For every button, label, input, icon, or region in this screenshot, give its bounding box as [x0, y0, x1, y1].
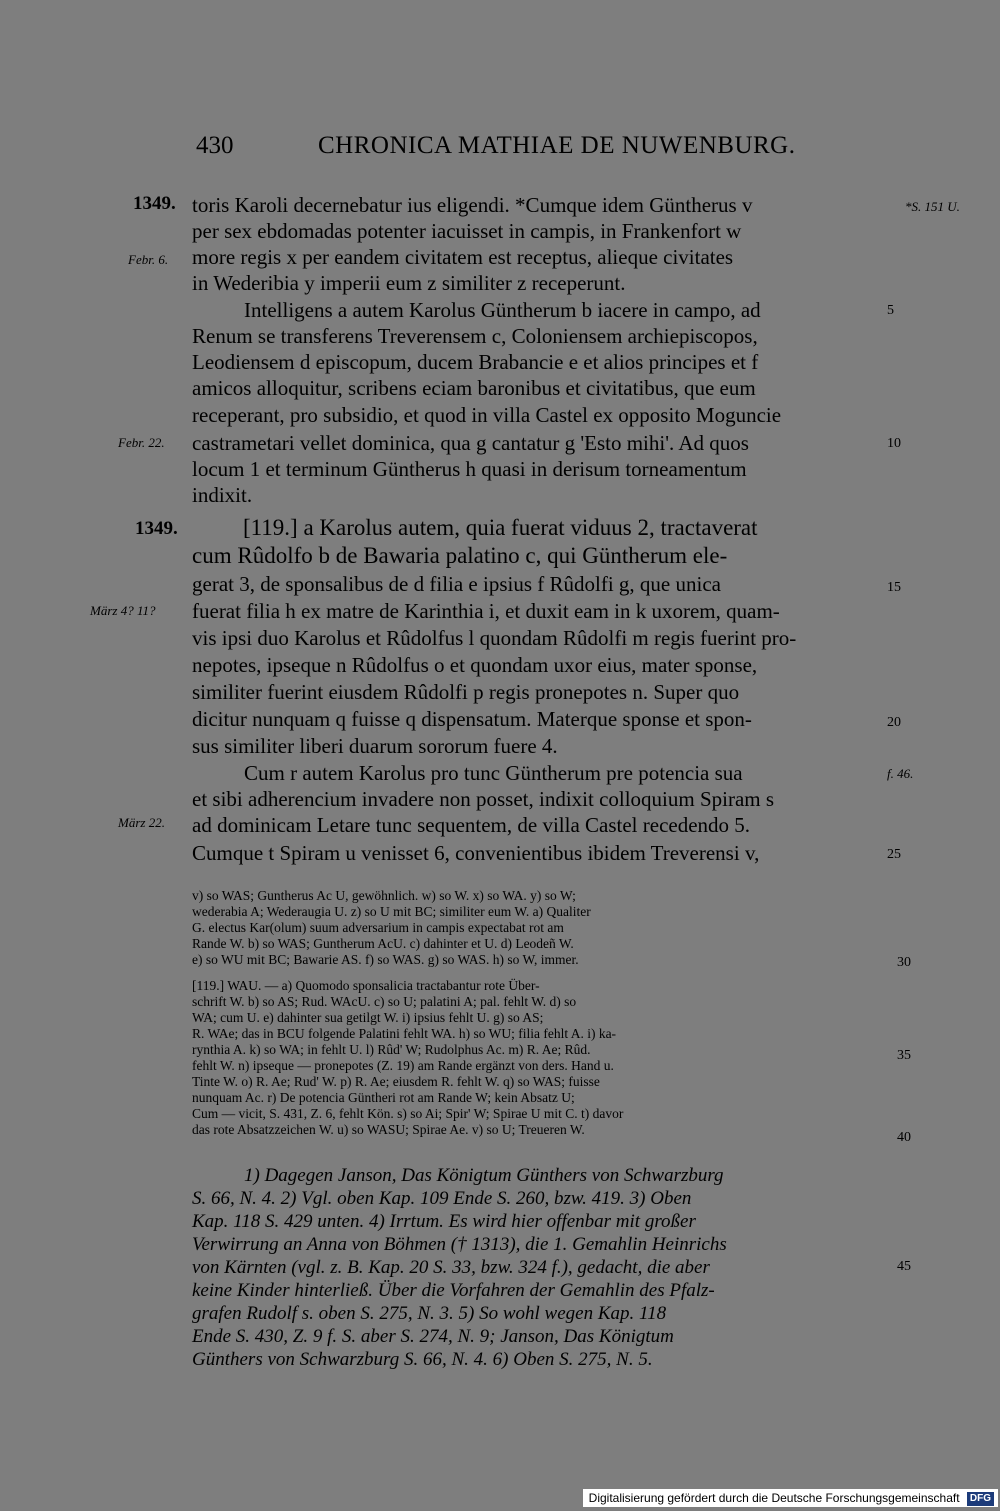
- text-line: sus similiter liberi duarum sororum fuere 4.: [192, 734, 558, 758]
- line-number: 20: [887, 715, 901, 730]
- apparatus-line: e) so WU mit BC; Bawarie AS. f) so WAS. g) so WAS. h) so W, immer.: [192, 952, 579, 967]
- footnote-line: Verwirrung an Anna von Böhmen († 1313), die 1. Gemahlin Heinrichs: [192, 1234, 727, 1255]
- line-number: 35: [897, 1048, 911, 1063]
- text-line: vis ipsi duo Karolus et Rûdolfus l quondam Rûdolfi m regis fuerint pro-: [192, 626, 797, 650]
- line-number: 30: [897, 955, 911, 970]
- dfg-logo: DFG: [967, 1492, 994, 1506]
- footnote-line: Günthers von Schwarzburg S. 66, N. 4. 6) Oben S. 275, N. 5.: [192, 1349, 653, 1370]
- apparatus-line: Rande W. b) so WAS; Guntherum AcU. c) dahinter et U. d) Leodeñ W.: [192, 936, 574, 951]
- digitization-text: Digitalisierung gefördert durch die Deutsche Forschungsgemeinschaft: [588, 1491, 960, 1505]
- footnote-line: keine Kinder hinterließ. Über die Vorfahren der Gemahlin des Pfalz-: [192, 1280, 715, 1301]
- apparatus-line: Tinte W. o) R. Ae; Rud' W. p) R. Ae; eiusdem R. fehlt W. q) so WAS; fuisse: [192, 1074, 600, 1089]
- apparatus-line: v) so WAS; Guntherus Ac U, gewöhnlich. w) so W. x) so WA. y) so W;: [192, 888, 576, 903]
- text-line: amicos alloquitur, scribens eciam baronibus et civitatibus, que eum: [192, 376, 756, 400]
- text-line: fuerat filia h ex matre de Karinthia i, et duxit eam in k uxorem, quam-: [192, 599, 780, 623]
- text-line: [119.] a Karolus autem, quia fuerat viduus 2, tractaverat: [243, 515, 758, 540]
- apparatus-line: nunquam Ac. r) De potencia Güntheri rot am Rande W; kein Absatz U;: [192, 1090, 575, 1105]
- text-line: Cumque t Spiram u venisset 6, convenientibus ibidem Treverensi v,: [192, 841, 760, 865]
- apparatus-line: Cum — vicit, S. 431, Z. 6, fehlt Kön. s) so Ai; Spir' W; Spirae U mit C. t) davor: [192, 1106, 624, 1121]
- line-number: 10: [887, 436, 901, 451]
- text-line: Cum r autem Karolus pro tunc Güntherum pre potencia sua: [244, 761, 743, 785]
- text-line: Intelligens a autem Karolus Güntherum b iacere in campo, ad: [244, 298, 761, 322]
- apparatus-line: [119.] WAU. — a) Quomodo sponsalicia tractabantur rote Über-: [192, 978, 540, 993]
- margin-folio-ref: f. 46.: [887, 766, 914, 781]
- text-line: cum Rûdolfo b de Bawaria palatino c, qui Güntherum ele-: [192, 543, 728, 568]
- text-line: locum 1 et terminum Güntherus h quasi in derisum torneamentum: [192, 457, 747, 481]
- text-line: Renum se transferens Treverensem c, Coloniensem archiepiscopos,: [192, 324, 758, 348]
- footnote-line: grafen Rudolf s. oben S. 275, N. 3. 5) So wohl wegen Kap. 118: [192, 1303, 667, 1324]
- page-number: 430: [196, 132, 234, 159]
- line-number: 45: [897, 1259, 911, 1274]
- margin-folio-ref: *S. 151 U.: [905, 199, 960, 214]
- line-number: 40: [897, 1130, 911, 1145]
- text-line: ad dominicam Letare tunc sequentem, de villa Castel recedendo 5.: [192, 813, 751, 837]
- apparatus-line: das rote Absatzzeichen W. u) so WASU; Spirae Ae. v) so U; Treueren W.: [192, 1122, 585, 1137]
- year-marker: 1349.: [135, 518, 178, 539]
- margin-date: Febr. 22.: [118, 435, 165, 450]
- text-line: indixit.: [192, 483, 253, 507]
- text-line: in Wederibia y imperii eum z similiter z receperunt.: [192, 271, 626, 295]
- line-number: 5: [887, 303, 894, 318]
- text-line: Leodiensem d episcopum, ducem Brabancie e et alios principes et f: [192, 350, 759, 374]
- apparatus-line: wederabia A; Wederaugia U. z) so U mit BC; similiter eum W. a) Qualiter: [192, 904, 591, 919]
- footnote-line: Ende S. 430, Z. 9 f. S. aber S. 274, N. 9; Janson, Das Königtum: [192, 1326, 674, 1347]
- footnote-line: 1) Dagegen Janson, Das Königtum Günthers von Schwarzburg: [244, 1165, 724, 1186]
- text-line: et sibi adherencium invadere non posset, indixit colloquium Spiram s: [192, 787, 775, 811]
- apparatus-line: rynthia A. k) so WA; in fehlt U. l) Rûd' W; Rudolphus Ac. m) R. Ae; Rûd.: [192, 1042, 591, 1057]
- margin-date: Febr. 6.: [128, 252, 169, 267]
- apparatus-line: schrift W. b) so AS; Rud. WAcU. c) so U; palatini A; pal. fehlt W. d) so: [192, 994, 577, 1009]
- apparatus-line: WA; cum U. e) dahinter sua getilgt W. i) ipsius fehlt U. g) so AS;: [192, 1010, 544, 1025]
- text-line: more regis x per eandem civitatem est receptus, alieque civitates: [192, 245, 734, 269]
- text-line: gerat 3, de sponsalibus de d filia e ipsius f Rûdolfi g, que unica: [192, 572, 721, 596]
- margin-date: März 22.: [118, 815, 165, 830]
- line-number: 25: [887, 847, 901, 862]
- digitization-notice: [583, 1489, 998, 1507]
- year-marker: 1349.: [133, 193, 176, 214]
- footnote-line: von Kärnten (vgl. z. B. Kap. 20 S. 33, bzw. 324 f.), gedacht, die aber: [192, 1257, 710, 1278]
- margin-date: März 4? 11?: [90, 603, 156, 618]
- footnote-line: Kap. 118 S. 429 unten. 4) Irrtum. Es wird hier offenbar mit großer: [192, 1211, 696, 1232]
- apparatus-line: G. electus Kar(olum) suum adversarium in campis expectabat rot am: [192, 920, 564, 935]
- text-line: nepotes, ipseque n Rûdolfus o et quondam uxor eius, mater sponse,: [192, 653, 758, 677]
- text-line: castrametari vellet dominica, qua g cantatur g 'Esto mihi'. Ad quos: [192, 431, 749, 455]
- line-number: 15: [887, 580, 901, 595]
- apparatus-line: R. WAe; das in BCU folgende Palatini fehlt WA. h) so WU; filia fehlt A. i) ka-: [192, 1026, 617, 1041]
- text-line: per sex ebdomadas potenter iacuisset in campis, in Frankenfort w: [192, 219, 742, 243]
- text-line: receperant, pro subsidio, et quod in villa Castel ex opposito Moguncie: [192, 403, 782, 427]
- text-line: similiter fuerint eiusdem Rûdolfi p regis pronepotes n. Super quo: [192, 680, 740, 704]
- text-line: dicitur nunquam q fuisse q dispensatum. Materque sponse et spon-: [192, 707, 752, 731]
- footnote-line: S. 66, N. 4. 2) Vgl. oben Kap. 109 Ende S. 260, bzw. 419. 3) Oben: [192, 1188, 692, 1209]
- text-line: toris Karoli decernebatur ius eligendi. *Cumque idem Güntherus v: [192, 193, 753, 217]
- apparatus-line: fehlt W. n) ipseque — pronepotes (Z. 19) am Rande ergänzt von ders. Hand u.: [192, 1058, 614, 1073]
- running-title: CHRONICA MATHIAE DE NUWENBURG.: [318, 132, 796, 159]
